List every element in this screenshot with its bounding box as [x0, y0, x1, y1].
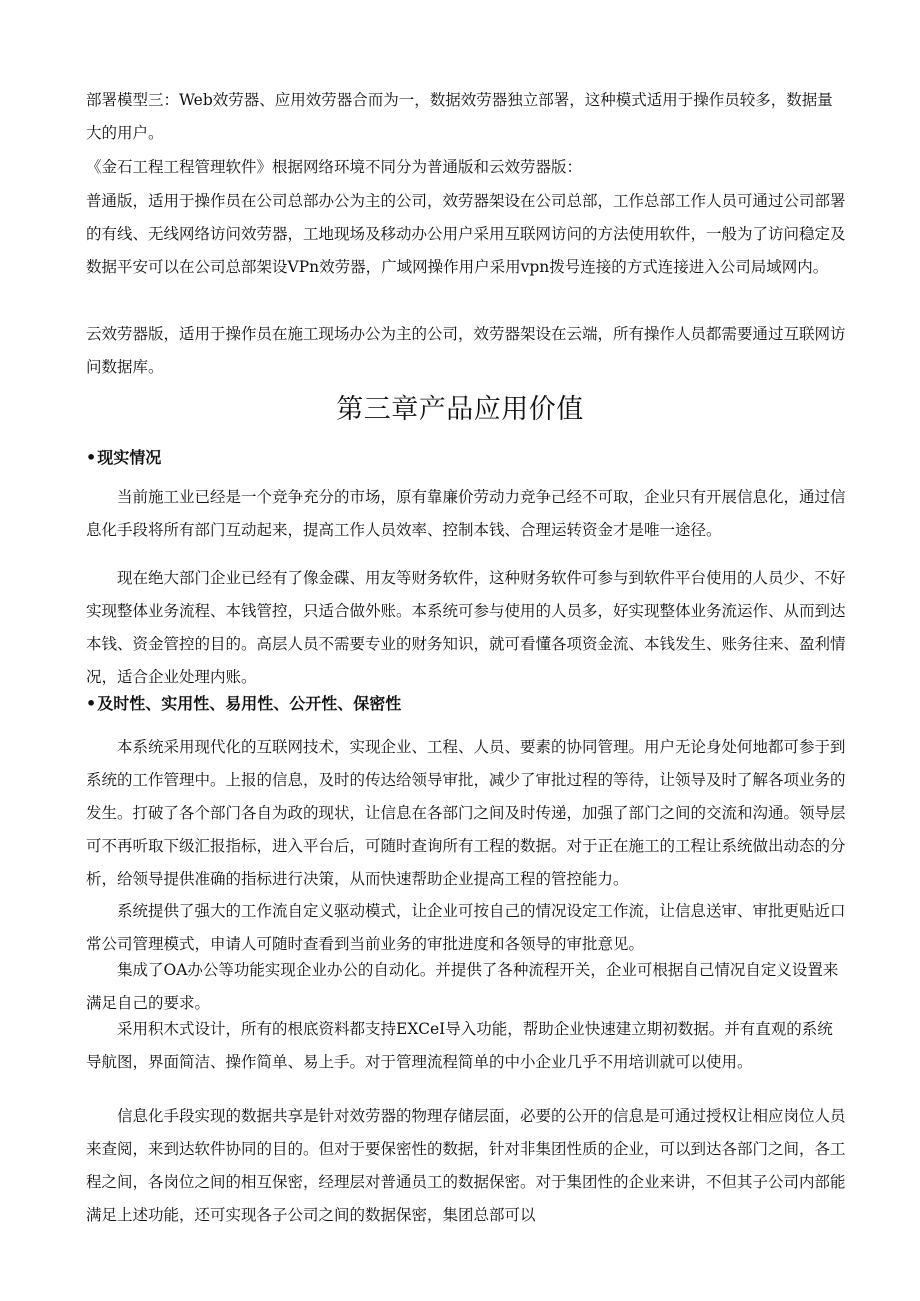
intro-paragraph-deployment-model: 部署模型三：Web效劳器、应用效劳器合而为一，数据效劳器独立部署，这种模式适用于操作员较多，数据量大的用户。: [86, 91, 833, 142]
section-heading-reality: [86, 444, 848, 472]
reality-paragraph-finance-software: 现在绝大部门企业已经有了像金碟、用友等财务软件，这种财务软件可参与到软件平台使用的人员少、不好实现整体业务流程、本钱管控，只适合做外账。本系统可参与使用的人员多，好实现整体业务流运作、从而到达本钱、资金管控的目的。高层人员不需要专业的财务知识，就可看懂各项资金流、本钱发生、账务往来、盈利情况，适合企业处理内账。: [86, 569, 846, 686]
intro-paragraph-editions: 《金石工程工程管理软件》根据网络环境不同分为普通版和云效劳器版：: [86, 158, 583, 176]
features-paragraph-workflow: 系统提供了强大的工作流自定义驱动模式，让企业可按自己的情况设定工作流，让信息送审、审批更贴近口常公司管理模式，申请人可随时查看到当前业务的审批进度和各领导的审批意见。: [86, 902, 846, 953]
features-paragraph-oa: 集成了OA办公等功能实现企业办公的自动化。并提供了各种流程开关，企业可根据自己情况自定义设置来满足自己的要求。: [86, 961, 839, 1012]
section-heading-features: [86, 690, 848, 718]
intro-paragraph-standard-edition: 普通版，适用于操作员在公司总部办公为主的公司，效劳器架设在公司总部，工作总部工作人员可通过公司部署的有线、无线网络访问效劳器，工地现场及移动办公用户采用互联网访问的方法使用软件，一般为了访问稳定及数据平安可以在公司总部架设VPn效劳器，广域网操作用户采用vpn拨号连接的方式连接进入公司局域网内。: [86, 192, 846, 276]
bullet-icon: •: [86, 694, 97, 713]
intro-paragraph-cloud-edition: 云效劳器版，适用于操作员在施工现场办公为主的公司，效劳器架设在云端，所有操作人员都需要通过互联网访问数据库。: [86, 325, 846, 376]
section-heading-text: 现实情况: [97, 448, 162, 467]
chapter-title: 第三章产品应用价值: [336, 394, 584, 425]
reality-paragraph-market: 当前施工业已经是一个竞争充分的市场，原有靠廉价劳动力竞争己经不可取，企业只有开展信息化，通过信息化手段将所有部门互动起来，提高工作人员效率、控制本钱、合理运转资金才是唯一途径。: [86, 488, 846, 539]
features-paragraph-data-sharing: 信息化手段实现的数据共享是针对效劳器的物理存储层面，必要的公开的信息是可通过授权让相应岗位人员来查阅，来到达软件协同的目的。但对于要保密性的数据，针对非集团性质的企业，可以到达各部门之间，各工程之间，各岗位之间的相互保密，经理层对普通员工的数据保密。对于集团性的企业来讲，不但其子公司内部能满足上述功能，还可实现各子公司之间的数据保密，集团总部可以: [86, 1107, 846, 1224]
features-paragraph-internet-tech: 本系统采用现代化的互联网技术，实现企业、工程、人员、要素的协同管理。用户无论身处何地都可参于到系统的工作管理中。上报的信息，及时的传达给领导审批，减少了审批过程的等待，让领导及时了解各项业务的发生。打破了各个部门各自为政的现状，让信息在各部门之间及时传递，加强了部门之间的交流和沟通。领导层可不再听取下级汇报指标，进入平台后，可随时查询所有工程的数据。对于正在施工的工程让系统做出动态的分析，给领导提供准确的指标进行决策，从而快速帮助企业提高工程的管控能力。: [86, 738, 846, 888]
features-paragraph-modular-design: 采用积木式设计，所有的根底资料都支持EXCeI导入功能，帮助企业快速建立期初数据。并有直观的系统导航图，界面简洁、操作简单、易上手。对于管理流程简单的中小企业几乎不用培训就可以使用。: [86, 1020, 833, 1071]
bullet-icon: •: [86, 448, 97, 467]
section-heading-text: 及时性、实用性、易用性、公开性、保密性: [97, 694, 402, 713]
